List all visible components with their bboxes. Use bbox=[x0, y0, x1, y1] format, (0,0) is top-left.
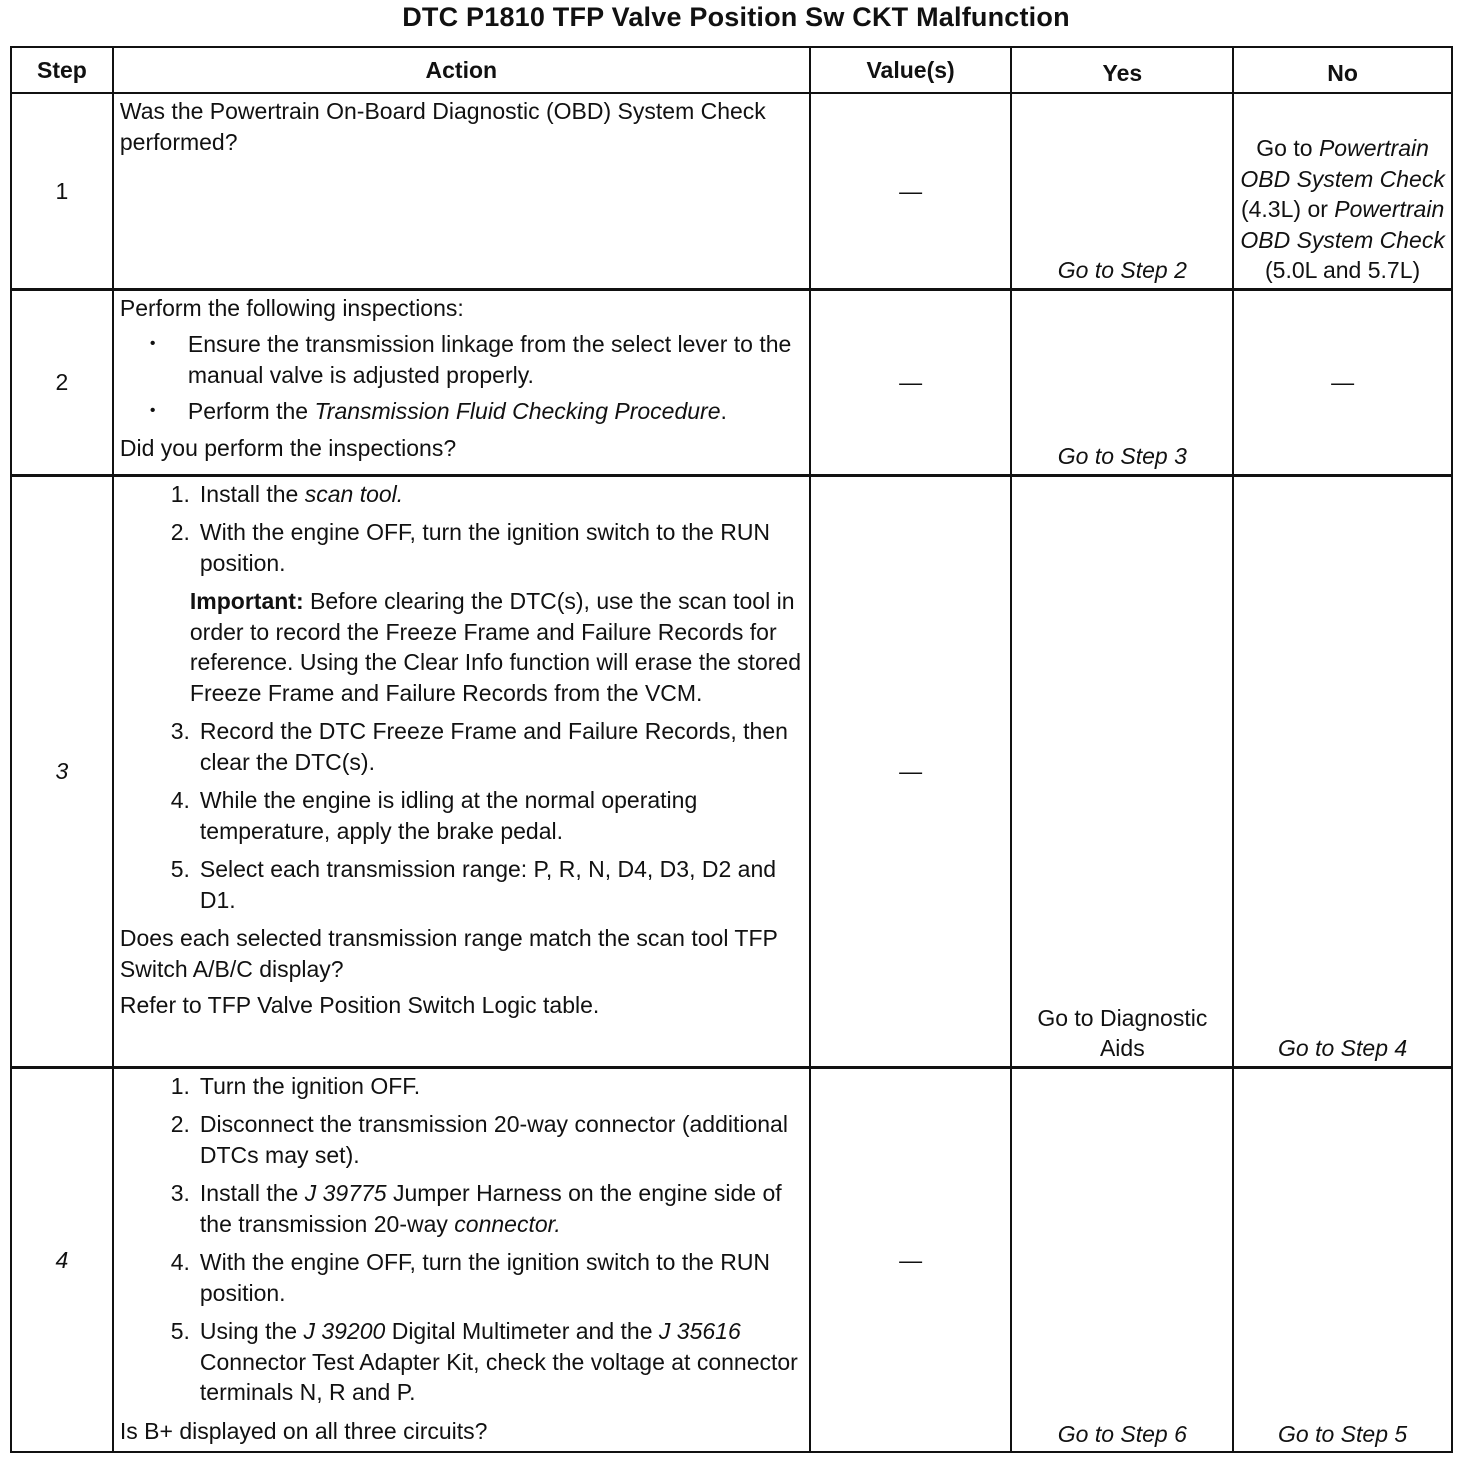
action-question: Is B+ displayed on all three circuits? bbox=[119, 1417, 488, 1444]
item-text: Select each transmission range: P, R, N, D4, D3, D2 and D1. bbox=[199, 856, 777, 913]
step-number: 4 bbox=[11, 1067, 113, 1452]
numbered-item bbox=[146, 1109, 803, 1170]
table-row bbox=[11, 1067, 1452, 1452]
item-text-mid: Jumper Harness on the engine side of the transmission 20-way bbox=[199, 1180, 782, 1237]
item-number: 1. bbox=[170, 480, 190, 507]
numbered-item bbox=[146, 1071, 803, 1102]
tool-number: J 39775 bbox=[304, 1180, 387, 1206]
item-text-em: scan tool. bbox=[304, 480, 404, 507]
step-number: 3 bbox=[11, 475, 113, 1067]
value-cell: — bbox=[810, 475, 1012, 1067]
header-no: No bbox=[1233, 47, 1452, 93]
header-step: Step bbox=[11, 47, 113, 93]
no-text: Go to bbox=[1256, 135, 1319, 161]
item-text bbox=[200, 1316, 803, 1408]
item-text-pre: Install the bbox=[199, 480, 305, 507]
page-title: DTC P1810 TFP Valve Position Sw CKT Malfunction bbox=[402, 2, 1070, 32]
numbered-item bbox=[146, 1178, 803, 1239]
header-values: Value(s) bbox=[810, 47, 1012, 93]
item-number: 3. bbox=[170, 718, 190, 744]
action-cell bbox=[113, 1067, 810, 1452]
item-number: 1. bbox=[170, 1072, 190, 1099]
header-yes: Yes bbox=[1011, 47, 1233, 93]
numbered-item bbox=[146, 1316, 803, 1408]
important-text: Before clearing the DTC(s), use the scan tool in order to record the Freeze Frame and Failure Records for reference. Using the Clear Info function will erase the stored Freeze Frame and Failure Records from the VCM. bbox=[189, 588, 801, 706]
item-text: With the engine OFF, turn the ignition switch to the RUN position. bbox=[199, 1249, 771, 1306]
item-number: 5. bbox=[170, 1318, 190, 1344]
no-text: (4.3L) or bbox=[1240, 196, 1335, 222]
bullet-text bbox=[188, 396, 727, 427]
item-number: 5. bbox=[170, 856, 190, 882]
numbered-item bbox=[146, 854, 803, 915]
numbered-item bbox=[146, 479, 803, 510]
item-text: With the engine OFF, turn the ignition switch to the RUN position. bbox=[199, 519, 771, 576]
numbered-item bbox=[146, 785, 803, 846]
item-number: 4. bbox=[170, 787, 190, 813]
item-number: 2. bbox=[170, 519, 190, 545]
bullet-marker: • bbox=[149, 335, 156, 352]
item-text-pre: Using the bbox=[199, 1318, 304, 1344]
yes-cell: Go to Step 3 bbox=[1011, 289, 1233, 475]
action-cell bbox=[113, 475, 810, 1067]
bullet-text: Ensure the transmission linkage from the select lever to the manual valve is adjusted properly. bbox=[187, 331, 792, 388]
bullet-item bbox=[150, 396, 803, 427]
item-text: Record the DTC Freeze Frame and Failure Records, then clear the DTC(s). bbox=[199, 718, 788, 775]
important-label: Important: bbox=[189, 588, 304, 614]
diagnostic-table bbox=[10, 46, 1453, 1453]
item-text bbox=[200, 1178, 803, 1239]
bullet-item bbox=[150, 329, 803, 390]
header-action: Action bbox=[113, 47, 810, 93]
tool-number: J 39200 bbox=[303, 1318, 386, 1344]
bullet-text-post: . bbox=[720, 398, 727, 424]
no-text: (5.0L and 5.7L) bbox=[1265, 257, 1421, 283]
yes-cell: Go to Step 6 bbox=[1011, 1067, 1233, 1452]
bullet-text-em: Transmission Fluid Checking Procedure bbox=[314, 398, 721, 424]
no-cell bbox=[1233, 93, 1452, 289]
action-question: Does each selected transmission range match the scan tool TFP Switch A/B/C display? bbox=[119, 925, 778, 982]
action-question: Did you perform the inspections? bbox=[119, 434, 457, 461]
yes-cell: Go to Diagnostic Aids bbox=[1011, 475, 1233, 1067]
item-text: Disconnect the transmission 20-way connector (additional DTCs may set). bbox=[199, 1111, 788, 1168]
bullet-marker: • bbox=[149, 402, 156, 419]
item-text: Turn the ignition OFF. bbox=[199, 1072, 421, 1099]
item-number: 3. bbox=[170, 1180, 190, 1206]
no-link-obd-43: Powertrain OBD System Check bbox=[1240, 135, 1445, 192]
step-number: 2 bbox=[11, 289, 113, 475]
bullet-text-pre: Perform the bbox=[187, 398, 315, 424]
header-row bbox=[11, 47, 1452, 93]
no-cell: — bbox=[1233, 289, 1452, 475]
item-text: While the engine is idling at the normal operating temperature, apply the brake pedal. bbox=[199, 787, 698, 844]
value-cell: — bbox=[810, 1067, 1012, 1452]
important-note bbox=[190, 586, 803, 708]
numbered-item bbox=[146, 517, 803, 578]
item-text bbox=[200, 479, 403, 510]
numbered-item bbox=[146, 1247, 803, 1308]
step-number: 1 bbox=[11, 93, 113, 289]
no-cell: Go to Step 5 bbox=[1233, 1067, 1452, 1452]
value-cell: — bbox=[810, 93, 1012, 289]
yes-cell: Go to Step 2 bbox=[1011, 93, 1233, 289]
numbered-item bbox=[146, 716, 803, 777]
action-text: Was the Powertrain On-Board Diagnostic (OBD) System Check performed? bbox=[119, 98, 766, 155]
no-link-obd-50: Powertrain OBD System Check bbox=[1240, 196, 1445, 253]
item-number: 2. bbox=[170, 1111, 190, 1137]
action-refer: Refer to TFP Valve Position Switch Logic table. bbox=[119, 992, 600, 1018]
action-intro: Perform the following inspections: bbox=[119, 294, 464, 321]
table-row bbox=[11, 289, 1452, 475]
table-row bbox=[11, 93, 1452, 289]
item-text-em: connector. bbox=[454, 1210, 561, 1237]
no-cell: Go to Step 4 bbox=[1233, 475, 1452, 1067]
item-number: 4. bbox=[170, 1249, 190, 1275]
table-row bbox=[11, 475, 1452, 1067]
action-cell bbox=[113, 93, 810, 289]
item-text-pre: Install the bbox=[199, 1180, 305, 1206]
action-cell bbox=[113, 289, 810, 475]
item-text-post: Connector Test Adapter Kit, check the voltage at connector terminals N, R and P. bbox=[199, 1348, 798, 1405]
tool-number: J 35616 bbox=[658, 1318, 741, 1344]
value-cell: — bbox=[810, 289, 1012, 475]
item-text-mid: Digital Multimeter and the bbox=[385, 1318, 659, 1344]
